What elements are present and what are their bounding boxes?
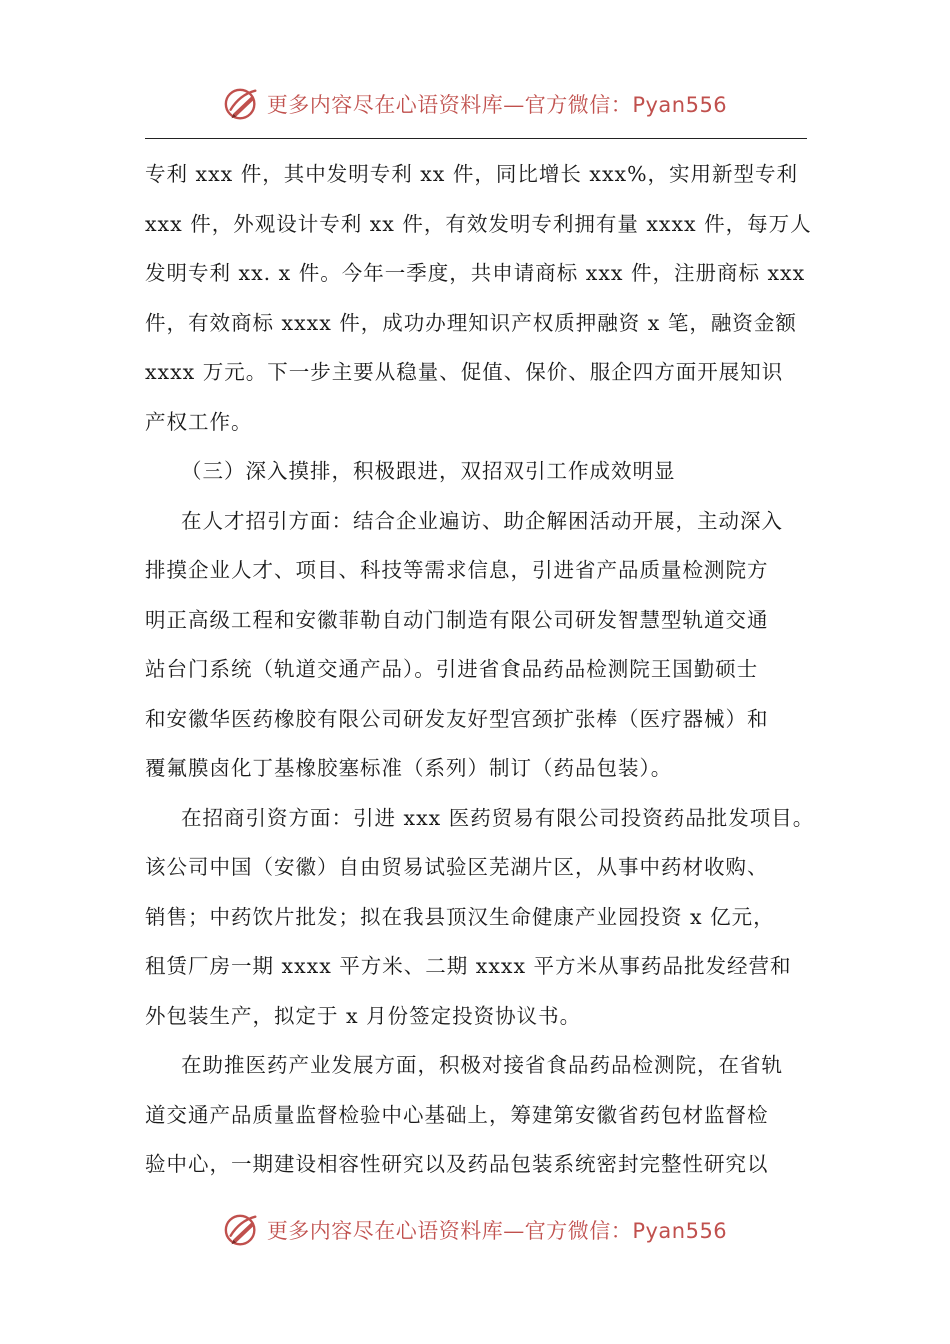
- footer-banner: [0, 1208, 950, 1252]
- body-line: 排摸企业人才、项目、科技等需求信息，引进省产品质量检测院方: [145, 558, 769, 582]
- body-line: xxx 件，外观设计专利 xx 件，有效发明专利拥有量 xxxx 件，每万人: [145, 211, 812, 236]
- body-line: 和安徽华医药橡胶有限公司研发友好型宫颈扩张棒（医疗器械）和: [145, 706, 769, 731]
- body-line: 产权工作。: [145, 409, 253, 434]
- header-banner: [0, 82, 950, 126]
- body-line: 明正高级工程和安徽菲勒自动门制造有限公司研发智慧型轨道交通: [145, 607, 769, 632]
- wechat-id: Pyan556: [632, 1219, 728, 1243]
- body-line: 销售；中药饮片批发；拟在我县顶汉生命健康产业园投资 x 亿元，: [145, 904, 775, 929]
- body-line: 外包装生产，拟定于 x 月份签定投资协议书。: [145, 1003, 582, 1028]
- wechat-id: Pyan556: [632, 93, 728, 117]
- body-line: 发明专利 xx. x 件。今年一季度，共申请商标 xxx 件，注册商标 xxx: [145, 261, 806, 285]
- body-line: 专利 xxx 件，其中发明专利 xx 件，同比增长 xxx%，实用新型专利: [145, 162, 799, 186]
- header-divider: [145, 138, 807, 139]
- banner-text: 更多内容尽在心语资料库—官方微信：: [266, 93, 633, 117]
- pen-logo-icon: [223, 85, 261, 123]
- body-line: 在人才招引方面：结合企业遍访、助企解困活动开展，主动深入: [181, 508, 783, 533]
- body-line: xxxx 万元。下一步主要从稳量、促值、保价、服企四方面开展知识: [145, 360, 784, 384]
- body-line: 覆氟膜卤化丁基橡胶塞标准（系列）制订（药品包装）。: [145, 756, 673, 780]
- body-line: 站台门系统（轨道交通产品）。引进省食品药品检测院王国勤硕士: [145, 657, 759, 681]
- section-heading: （三）深入摸排，积极跟进，双招双引工作成效明显: [181, 459, 676, 483]
- body-line: 该公司中国（安徽）自由贸易试验区芜湖片区，从事中药材收购、: [145, 855, 769, 879]
- pen-logo-icon: [223, 1211, 261, 1249]
- body-line: 验中心，一期建设相容性研究以及药品包装系统密封完整性研究以: [145, 1152, 769, 1176]
- banner-text: 更多内容尽在心语资料库—官方微信：: [266, 1219, 633, 1243]
- body-line: 租赁厂房一期 xxxx 平方米、二期 xxxx 平方米从事药品批发经营和: [145, 954, 792, 978]
- body-line: 道交通产品质量监督检验中心基础上，筹建第安徽省药包材监督检: [145, 1102, 769, 1127]
- body-line: 件，有效商标 xxxx 件，成功办理知识产权质押融资 x 笔，融资金额: [145, 310, 797, 335]
- document-body: [145, 150, 815, 1190]
- body-line: 在招商引资方面：引进 xxx 医药贸易有限公司投资药品批发项目。: [181, 805, 815, 830]
- body-line: 在助推医药产业发展方面，积极对接省食品药品检测院，在省轨: [181, 1053, 783, 1077]
